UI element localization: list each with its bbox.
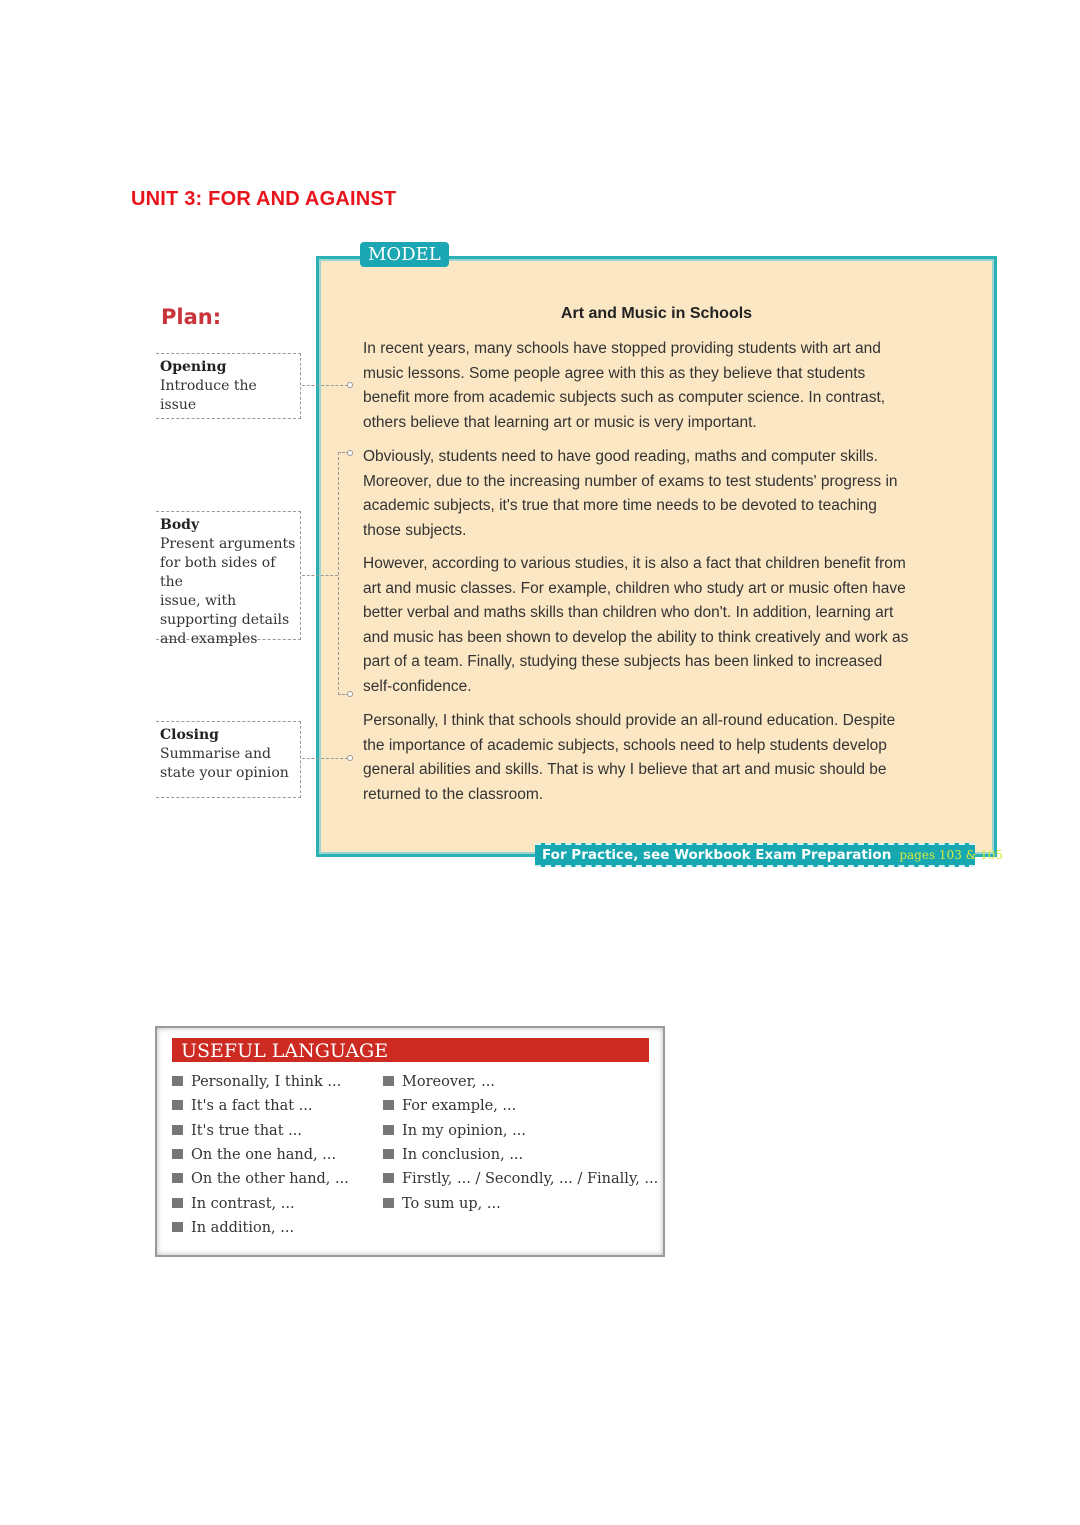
connector-line (302, 758, 348, 759)
model-tag: MODEL (360, 242, 449, 267)
unit-title: UNIT 3: FOR AND AGAINST (131, 188, 397, 210)
essay-line: Moreover, due to the increasing number of exams to test students' progress in (363, 472, 898, 490)
phrase-text: Firstly, ... / Secondly, ... / Finally, ... (402, 1171, 659, 1188)
plan-section-title: Closing (160, 727, 219, 743)
plan-section-desc: Introduce the (160, 378, 257, 394)
phrase-text: It's true that ... (191, 1122, 302, 1139)
phrase-text: In addition, ... (191, 1219, 295, 1236)
bullet-square-icon (172, 1173, 183, 1183)
useful-phrase (383, 1123, 526, 1139)
useful-phrase (383, 1171, 658, 1187)
bullet-square-icon (172, 1149, 183, 1159)
plan-section-desc: for both sides of the (160, 555, 276, 590)
plan-section-desc: Present arguments (160, 536, 296, 552)
bullet-square-icon (172, 1198, 183, 1208)
essay-line: However, according to various studies, it is also a fact that children benefit from (363, 555, 906, 572)
bullet-square-icon (383, 1100, 394, 1110)
useful-language-heading: USEFUL LANGUAGE (172, 1038, 649, 1062)
phrase-text: On the one hand, ... (191, 1146, 337, 1163)
essay-line: returned to the classroom. (363, 785, 544, 803)
essay-line: art and music classes. For example, children who study art or music often have (363, 579, 906, 597)
bullet-square-icon (383, 1173, 394, 1183)
bullet-square-icon (383, 1149, 394, 1159)
phrase-text: In contrast, ... (191, 1195, 295, 1212)
bullet-square-icon (172, 1100, 183, 1110)
body-bracket (338, 452, 349, 695)
useful-phrase (172, 1171, 349, 1187)
phrase-text: To sum up, ... (402, 1195, 501, 1212)
plan-section-desc: and examples (160, 631, 258, 647)
essay-line: self-confidence. (363, 677, 472, 695)
essay-line: the importance of academic subjects, schools need to help students develop (363, 736, 887, 754)
useful-phrase (172, 1074, 341, 1090)
useful-phrase (172, 1123, 302, 1139)
plan-section-desc: state your opinion (160, 765, 289, 781)
connector-line (302, 385, 348, 386)
essay-line: In recent years, many schools have stopped providing students with art and (363, 340, 881, 357)
essay-line: Obviously, students need to have good reading, maths and computer skills. (363, 448, 878, 465)
essay-line: music lessons. Some people agree with this as they believe that students (363, 364, 866, 382)
phrase-text: On the other hand, ... (191, 1171, 349, 1188)
plan-section-title: Body (160, 517, 200, 533)
bullet-square-icon (383, 1198, 394, 1208)
essay-line: benefit more from academic subjects such as computer science. In contrast, (363, 389, 886, 406)
useful-phrase (383, 1147, 523, 1163)
connector-dot (347, 450, 353, 456)
essay-line: those subjects. (363, 521, 467, 539)
useful-phrase (172, 1098, 313, 1114)
useful-phrase (172, 1196, 295, 1212)
essay-line: part of a team. Finally, studying these subjects has been linked to increased (363, 653, 883, 670)
bullet-square-icon (172, 1125, 183, 1135)
connector-dot (347, 755, 353, 761)
bullet-square-icon (172, 1222, 183, 1232)
useful-phrase (383, 1074, 495, 1090)
plan-section-desc: supporting details (160, 612, 290, 628)
bullet-square-icon (383, 1076, 394, 1086)
phrase-text: In conclusion, ... (402, 1146, 524, 1163)
essay-title: Art and Music in Schools (560, 305, 753, 322)
connector-line (302, 575, 338, 576)
phrase-text: Moreover, ... (402, 1074, 495, 1090)
plan-section-desc: Summarise and (160, 746, 271, 762)
essay-line: others believe that learning art or music is very important. (363, 413, 757, 431)
plan-box-opening (156, 353, 301, 419)
phrase-text: It's a fact that ... (191, 1098, 313, 1115)
useful-phrase (383, 1196, 501, 1212)
plan-section-title: Opening (160, 359, 227, 375)
connector-dot (347, 382, 353, 388)
practice-pages: pages 103 & 105 (899, 848, 1004, 862)
essay-line: academic subjects, it's true that more time needs to be devoted to teaching (363, 497, 877, 514)
useful-phrase (172, 1220, 294, 1236)
useful-phrase (172, 1147, 336, 1163)
plan-section-desc: issue, with (160, 593, 237, 609)
useful-phrase (383, 1098, 516, 1114)
essay-line: general abilities and skills. That is why I believe that art and music should be (363, 761, 887, 778)
essay-line: Personally, I think that schools should provide an all-round education. Despite (363, 712, 896, 729)
bullet-square-icon (172, 1076, 183, 1086)
phrase-text: For example, ... (402, 1098, 517, 1115)
plan-section-desc: issue (160, 397, 197, 413)
plan-box-closing (156, 721, 301, 798)
plan-box-body (156, 511, 301, 647)
essay-line: and music has been shown to develop the ability to think creatively and work as (363, 628, 909, 646)
practice-banner (535, 843, 1004, 867)
essay-line: better verbal and maths skills than children who don't. In addition, learning art (363, 604, 894, 621)
plan-heading: Plan: (161, 305, 222, 329)
practice-text: For Practice, see Workbook Exam Preparation (542, 847, 892, 863)
phrase-text: In my opinion, ... (402, 1122, 526, 1139)
bullet-square-icon (383, 1125, 394, 1135)
phrase-text: Personally, I think ... (191, 1074, 342, 1090)
connector-dot (347, 691, 353, 697)
